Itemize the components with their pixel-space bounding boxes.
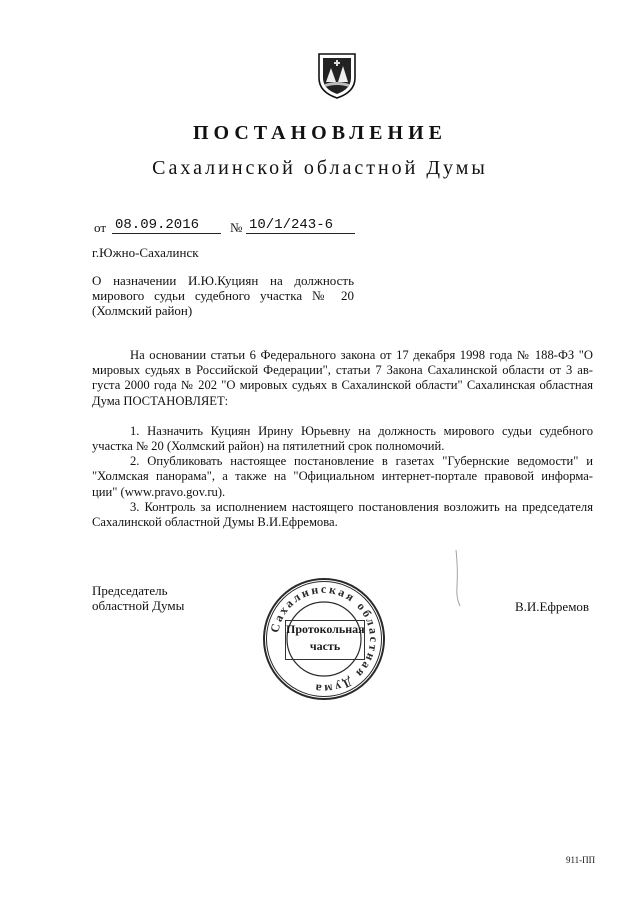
subject-line: мирового судьи судебного участка № 20 (92, 288, 354, 303)
document-code: 911-ПП (566, 855, 596, 865)
body-line: участка № 20 (Холмский район) на пятилетний срок полномочий. (92, 439, 445, 454)
body-line: "Холмская панорама", а также на "Официальном интернет-портале правовой информа- (92, 469, 593, 484)
body-line: На основании статьи 6 Федерального закона от 17 декабря 1998 года № 188-ФЗ "О (130, 348, 593, 362)
signature-position (92, 583, 184, 613)
number-label: № (230, 220, 243, 235)
signatory-name: В.И.Ефремов (515, 599, 590, 614)
date-value: 08.09.2016 (112, 217, 221, 234)
subject-block (92, 273, 354, 318)
number-value: 10/1/243-6 (246, 217, 355, 234)
signature-scribble (448, 548, 478, 608)
body-line: Сахалинской областной Думы В.И.Ефремова. (92, 515, 338, 530)
stamp-ring-text: Сахалинская областная Дума (267, 581, 382, 697)
signature-position-line: областной Думы (92, 598, 185, 613)
stamp-center-line: Протокольная (286, 622, 365, 636)
sakhalin-coat-of-arms-icon (317, 52, 357, 100)
body-line: ции" (www.pravo.gov.ru). (92, 484, 226, 499)
subject-line: (Холмский район) (92, 303, 193, 318)
stamp-center-line: часть (309, 639, 341, 653)
signature-position-line: Председатель (92, 583, 168, 598)
document-body (92, 348, 593, 530)
body-line: густа 2000 года № 202 "О мировых судьях в Сахалинской области" Сахалинская областная (92, 378, 593, 393)
body-line: 1. Назначить Куциян Ирину Юрьевну на должность мирового судьи судебного (130, 423, 593, 438)
stamp-center-box (285, 620, 365, 660)
city-name: г.Южно-Сахалинск (92, 245, 199, 260)
body-line: 3. Контроль за исполнением настоящего постановления возложить на председателя (130, 499, 593, 514)
document-subtitle: Сахалинской областной Думы (152, 157, 488, 179)
subject-line: О назначении И.Ю.Куциян на должность (92, 273, 354, 288)
body-line: мировых судьях в Российской Федерации", статьи 7 Закона Сахалинской области от 3 ав- (92, 363, 593, 378)
date-label: от (94, 220, 107, 235)
body-line: 2. Опубликовать настоящее постановление в газетах "Губернские ведомости" и (130, 454, 593, 469)
body-line: Дума ПОСТАНОВЛЯЕТ: (92, 393, 229, 408)
document-title: ПОСТАНОВЛЕНИЕ (193, 122, 447, 144)
